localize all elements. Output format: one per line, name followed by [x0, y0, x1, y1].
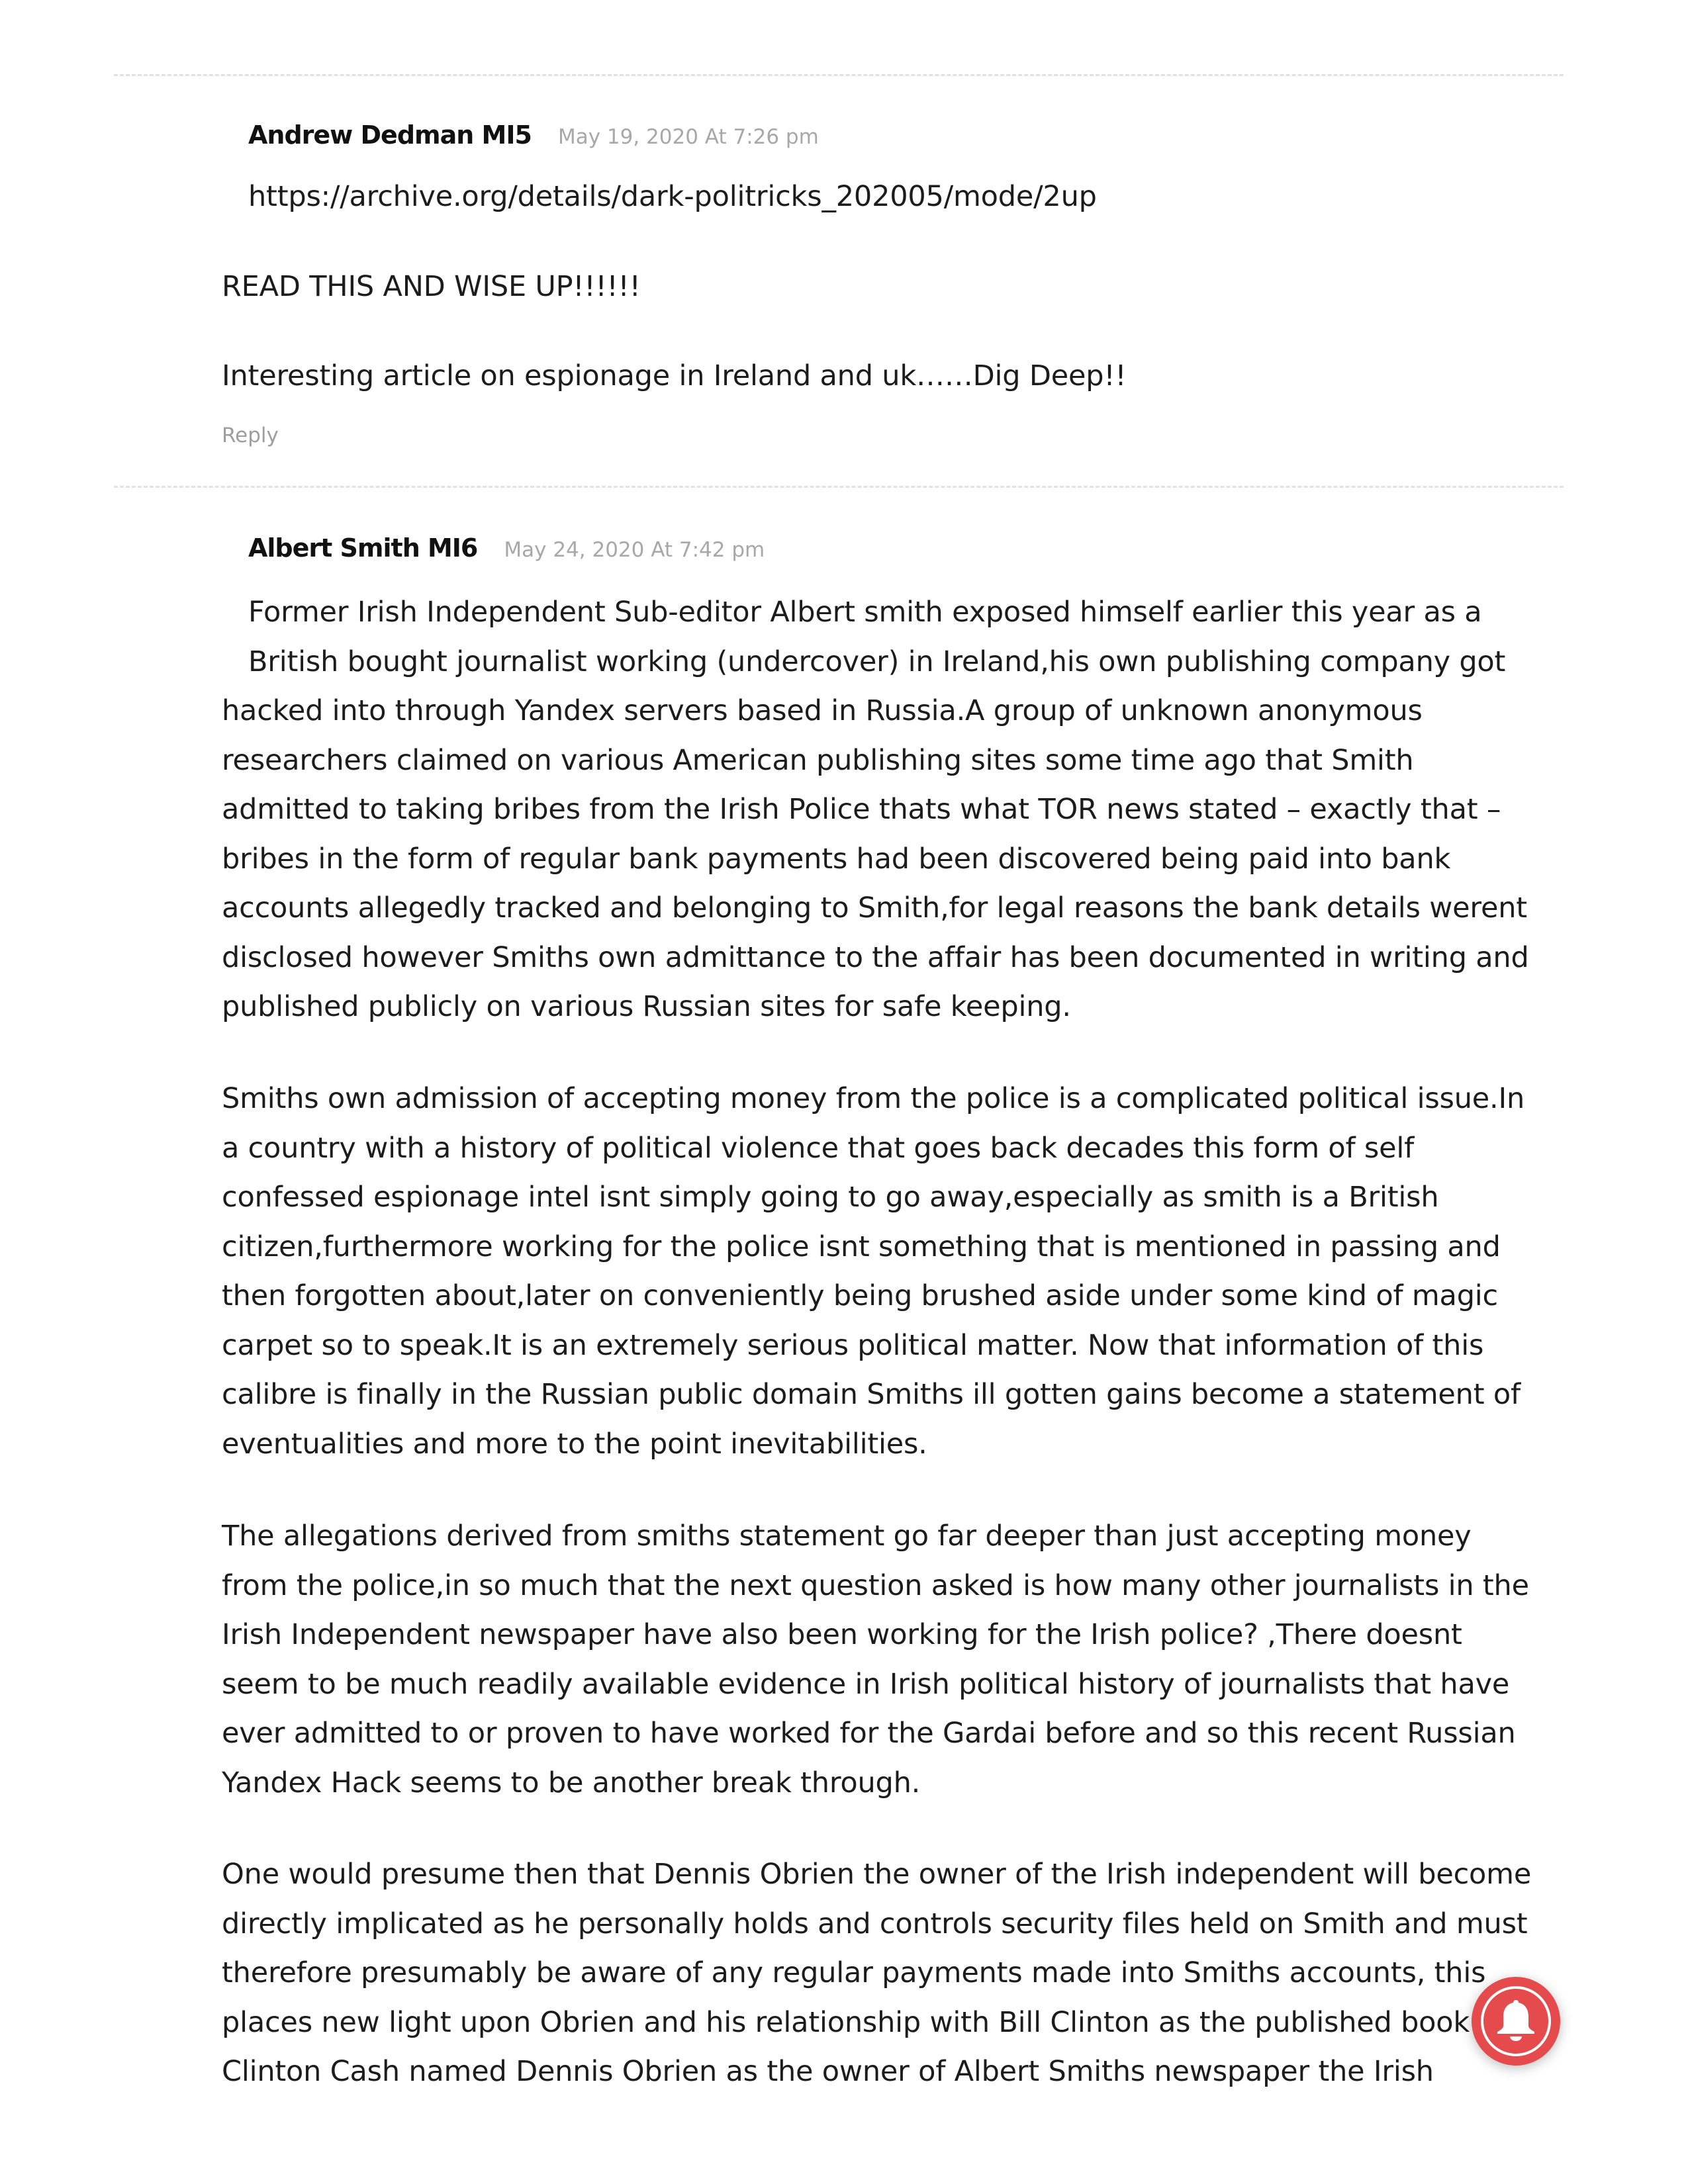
text-line: from the police,in so much that the next question asked is how many other journalists in the	[222, 1569, 1529, 1602]
text-line: published publicly on various Russian sites for safe keeping.	[222, 990, 1071, 1023]
text-line: directly implicated as he personally holds and controls security files held on Smith and must	[222, 1907, 1528, 1940]
text-line: Clinton Cash named Dennis Obrien as the owner of Albert Smiths newspaper the Irish	[222, 2055, 1434, 2088]
text-line: admitted to taking bribes from the Irish Police thats what TOR news stated – exactly that –	[222, 793, 1501, 826]
comment-paragraph: Interesting article on espionage in Ireland and uk……Dig Deep!!	[222, 359, 1127, 392]
bell-icon	[1495, 1998, 1536, 2044]
text-line: ever admitted to or proven to have worked for the Gardai before and so this recent Russian	[222, 1717, 1516, 1750]
text-line: carpet so to speak.It is an extremely serious political matter. Now that information of this	[222, 1328, 1484, 1362]
text-line: disclosed however Smiths own admittance to the affair has been documented in writing and	[222, 940, 1529, 974]
text-line: a country with a history of political violence that goes back decades this form of self	[222, 1131, 1415, 1165]
text-line: seem to be much readily available evidence in Irish political history of journalists that have	[222, 1667, 1510, 1701]
comment-paragraph	[222, 1850, 1572, 2097]
comment-paragraph	[222, 588, 1572, 1032]
bell-ring	[1481, 1986, 1551, 2056]
comment-divider	[114, 486, 1564, 488]
text-line: then forgotten about,later on conveniently being brushed aside under some kind of magic	[222, 1279, 1498, 1312]
text-line: hacked into through Yandex servers based in Russia.A group of unknown anonymous	[222, 694, 1423, 727]
text-line: confessed espionage intel isnt simply going to go away,especially as smith is a British	[222, 1181, 1439, 1214]
text-line: citizen,furthermore working for the police isnt something that is mentioned in passing and	[222, 1230, 1501, 1263]
text-line: One would presume then that Dennis Obrien the owner of the Irish independent will become	[222, 1858, 1532, 1891]
text-line: accounts allegedly tracked and belonging to Smith,for legal reasons the bank details werent	[222, 891, 1527, 925]
notification-subscribe-button[interactable]	[1472, 1977, 1560, 2066]
comment-paragraph	[222, 1512, 1572, 1807]
reply-link[interactable]: Reply	[222, 424, 279, 447]
comment-meta	[248, 120, 819, 150]
text-line: places new light upon Obrien and his relationship with Bill Clinton as the published book	[222, 2005, 1470, 2039]
text-line: calibre is finally in the Russian public domain Smiths ill gotten gains become a statement of	[222, 1378, 1521, 1411]
comment-paragraph	[222, 1074, 1572, 1469]
text-line: Smiths own admission of accepting money from the police is a complicated political issue.In	[222, 1082, 1525, 1115]
text-line: British bought journalist working (undercover) in Ireland,his own publishing company got	[248, 645, 1506, 678]
comment-date[interactable]: May 24, 2020 At 7:42 pm	[504, 538, 765, 562]
text-line: The allegations derived from smiths statement go far deeper than just accepting money	[222, 1520, 1472, 1553]
comment-author[interactable]: Andrew Dedman MI5	[248, 120, 532, 150]
text-line: researchers claimed on various American publishing sites some time ago that Smith	[222, 743, 1414, 777]
comment-link: https://archive.org/details/dark-politricks_202005/mode/2up	[248, 180, 1097, 213]
comment-meta	[248, 533, 765, 563]
comment-author[interactable]: Albert Smith MI6	[248, 533, 478, 563]
comment-divider	[114, 74, 1564, 76]
text-line: Former Irish Independent Sub-editor Albert smith exposed himself earlier this year as a	[248, 596, 1482, 629]
comment-date[interactable]: May 19, 2020 At 7:26 pm	[557, 125, 819, 149]
text-line: Yandex Hack seems to be another break through.	[222, 1766, 921, 1799]
comment-paragraph: READ THIS AND WISE UP!!!!!!	[222, 270, 641, 303]
text-line: bribes in the form of regular bank payments had been discovered being paid into bank	[222, 842, 1451, 876]
text-line: eventualities and more to the point inevitabilities.	[222, 1427, 927, 1461]
text-line: Irish Independent newspaper have also been working for the Irish police? ,There doesnt	[222, 1618, 1462, 1651]
text-line: therefore presumably be aware of any regular payments made into Smiths accounts, this	[222, 1956, 1486, 1989]
